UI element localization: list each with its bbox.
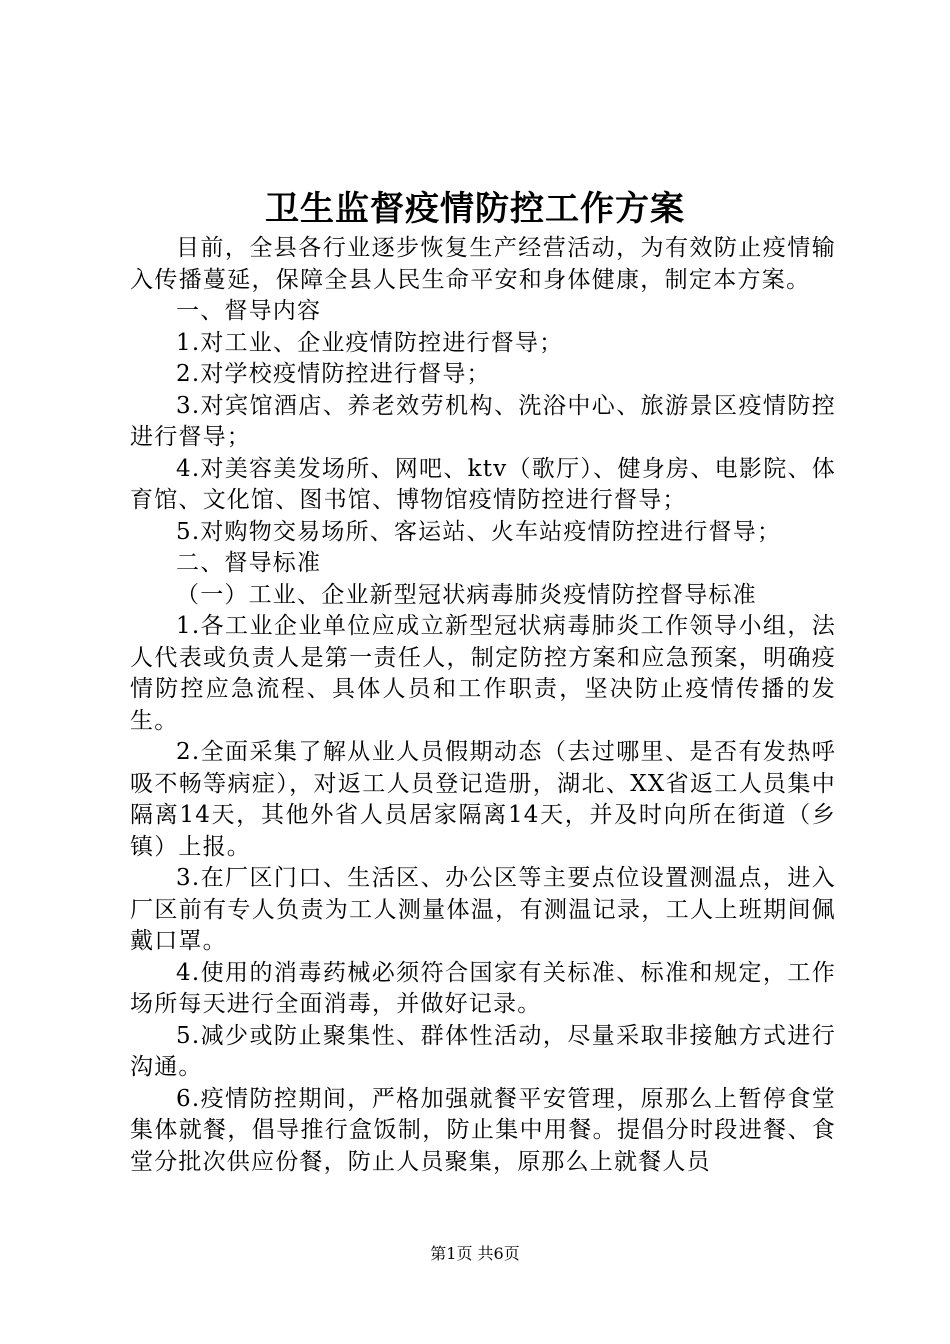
subsection-heading: （一）工业、企业新型冠状病毒肺炎疫情防控督导标准 [176,581,757,608]
document-body [130,233,836,1178]
list-item: 4.对美容美发场所、网吧、ktv（歌厅）、健身房、电影院、体育馆、文化馆、图书馆、博物馆疫情防控进行督导； [130,455,836,513]
section-heading-supervision-content: 一、督导内容 [176,298,322,324]
list-item: 5.对购物交易场所、客运站、火车站疫情防控进行督导； [176,518,782,545]
document-title: 卫生监督疫情防控工作方案 [265,189,685,229]
page-number: 第1页 共6页 [430,1244,520,1263]
list-item: 3.对宾馆酒店、养老效劳机构、洗浴中心、旅游景区疫情防控进行督导； [130,392,836,450]
list-item: 3.在厂区门口、生活区、办公区等主要点位设置测温点，进入厂区前有专人负责为工人测量体温，有测温记录，工人上班期间佩戴口罩。 [130,865,836,954]
list-item: 4.使用的消毒药械必须符合国家有关标准、标准和规定，工作场所每天进行全面消毒，并做好记录。 [130,959,836,1017]
list-item: 6.疫情防控期间，严格加强就餐平安管理，原那么上暂停食堂集体就餐，倡导推行盒饭制，防止集中用餐。提倡分时段进餐、食堂分批次供应份餐，防止人员聚集，原那么上就餐人员 [130,1085,836,1175]
section-heading-supervision-standard: 二、督导标准 [176,550,322,576]
list-item: 2.全面采集了解从业人员假期动态（去过哪里、是否有发热呼吸不畅等病症），对返工人员登记造册，湖北、XX省返工人员集中隔离14天，其他外省人员居家隔离14天，并及时向所在街道（乡镇）上报。 [130,739,836,860]
list-item: 2.对学校疫情防控进行督导； [176,361,491,387]
intro-paragraph: 目前，全县各行业逐步恢复生产经营活动，为有效防止疫情输入传播蔓延，保障全县人民生命平安和身体健康，制定本方案。 [130,235,836,293]
list-item: 5.减少或防止聚集性、群体性活动，尽量采取非接触方式进行沟通。 [130,1022,836,1080]
list-item: 1.各工业企业单位应成立新型冠状病毒肺炎工作领导小组，法人代表或负责人是第一责任人，制定防控方案和应急预案，明确疫情防控应急流程、具体人员和工作职责，坚决防止疫情传播的发生。 [130,613,836,734]
list-item: 1.对工业、企业疫情防控进行督导； [176,329,564,356]
